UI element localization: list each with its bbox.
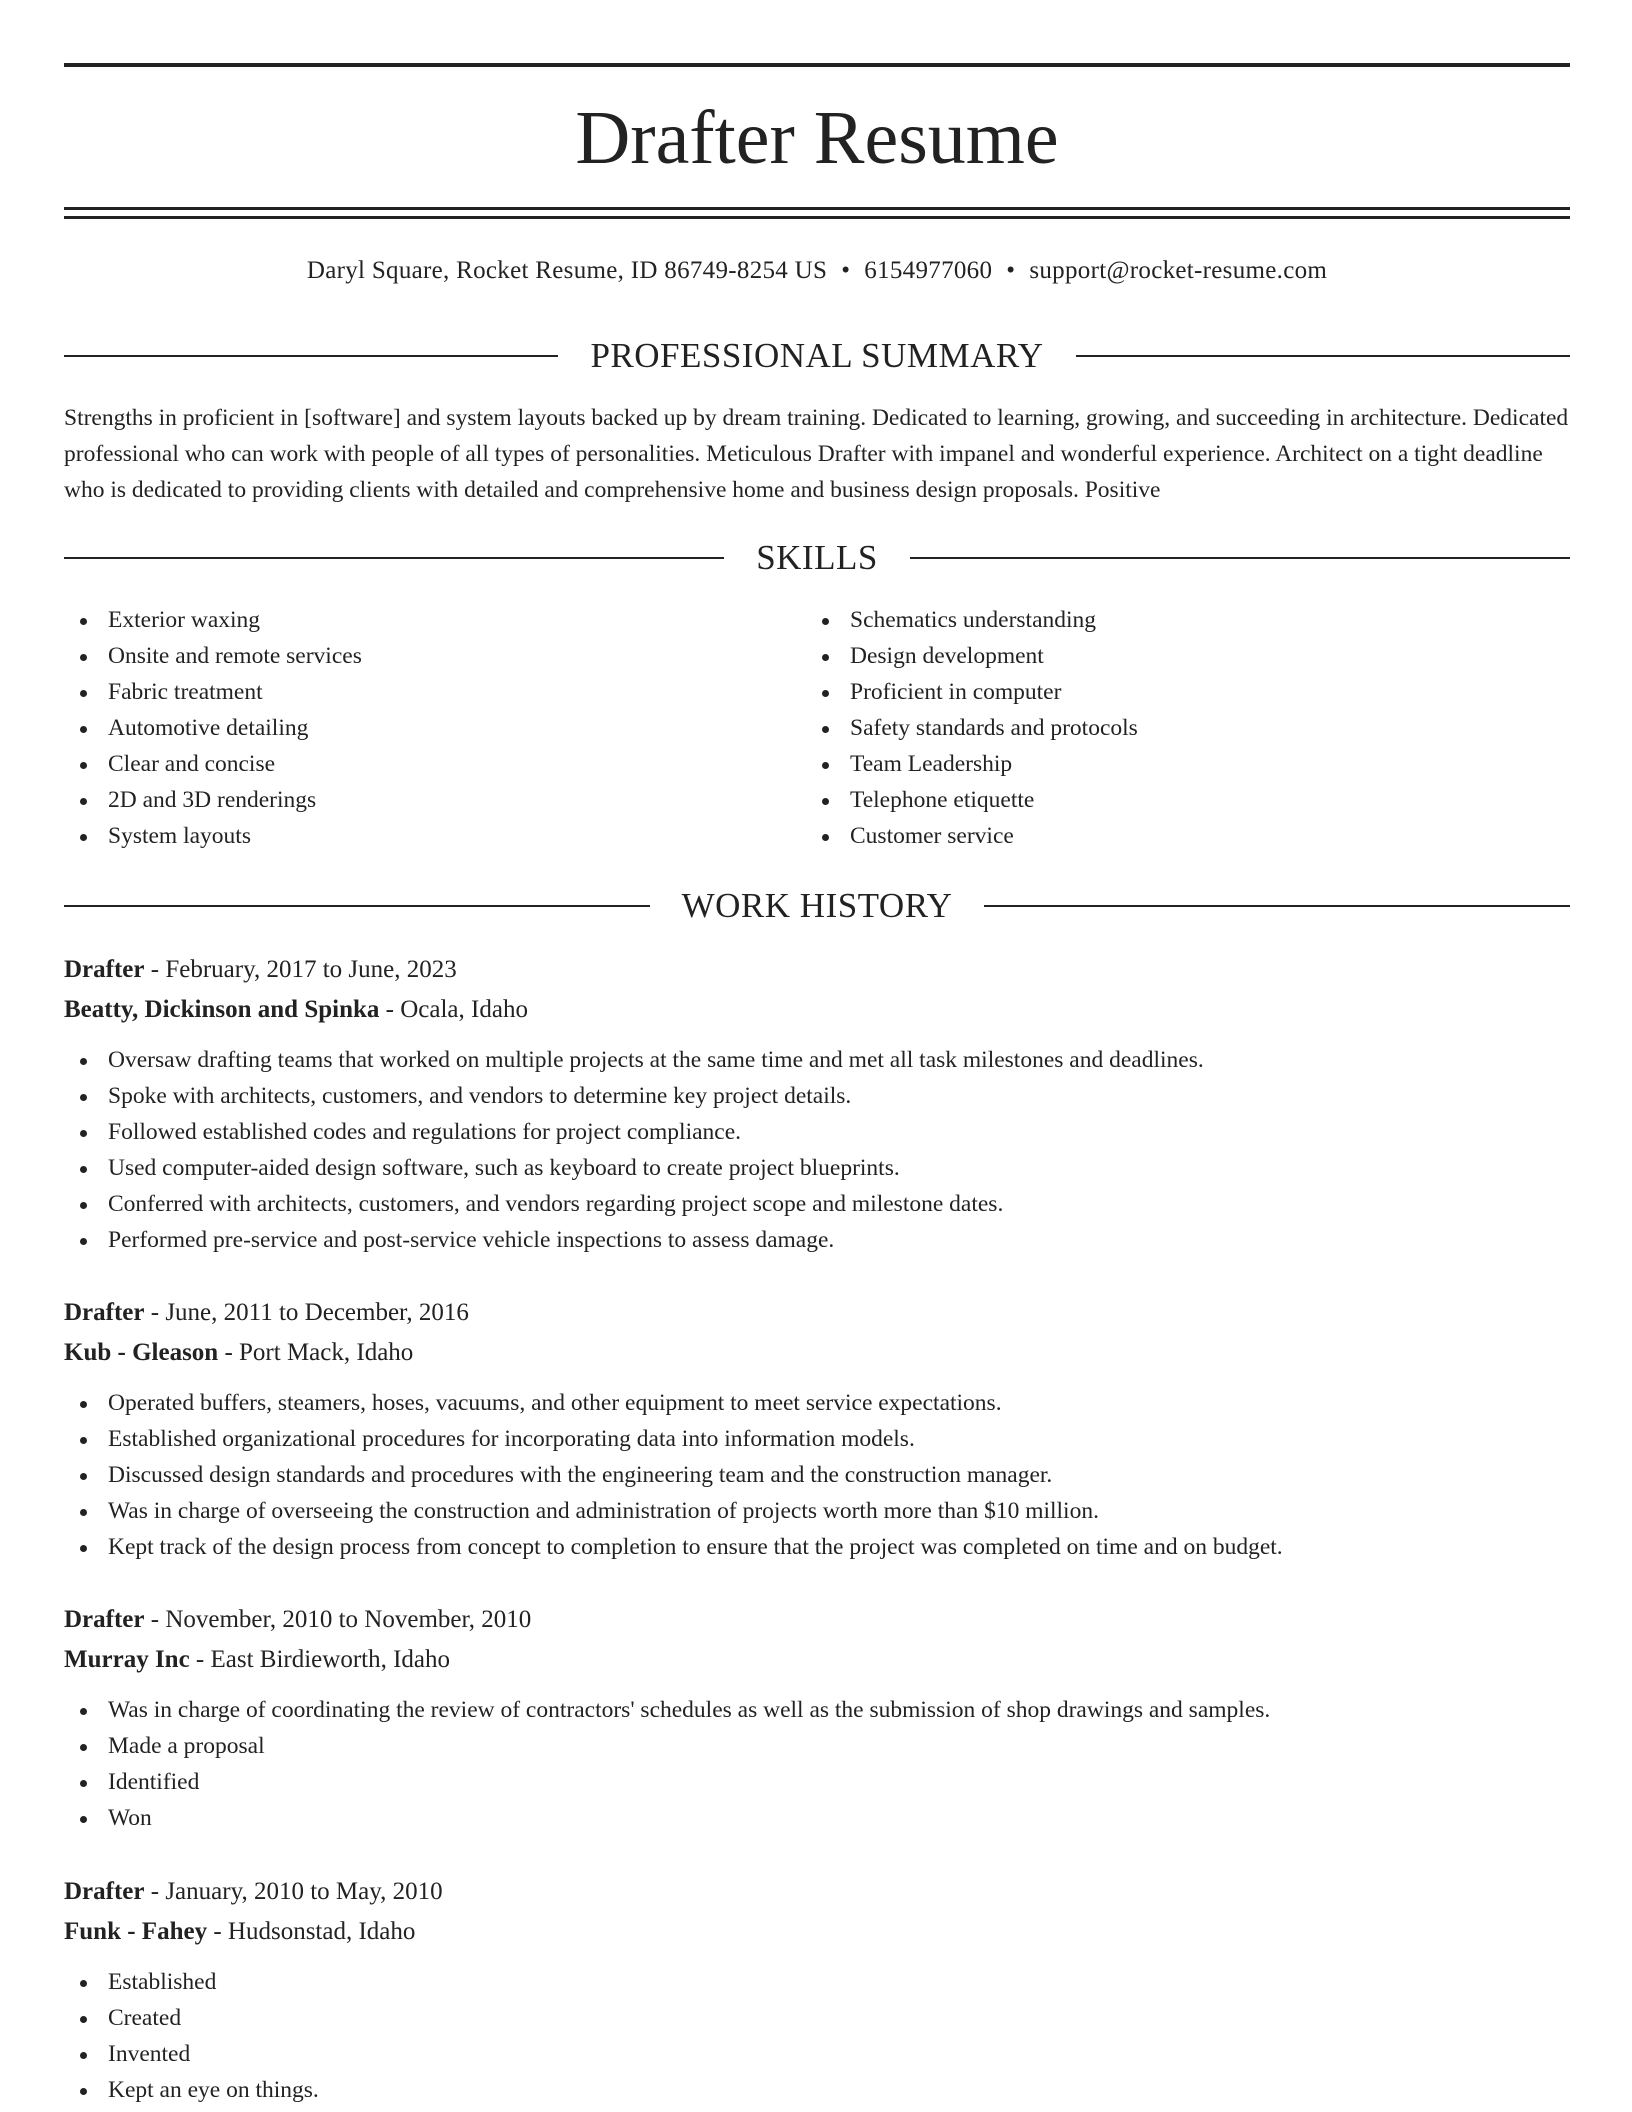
heading-rule-left: [64, 355, 558, 357]
job-dates: - January, 2010 to May, 2010: [144, 1878, 443, 1905]
skill-item: 2D and 3D renderings: [64, 782, 804, 818]
job-location: - Hudsonstad, Idaho: [207, 1918, 416, 1945]
contact-separator: •: [1006, 257, 1016, 284]
skill-item: Customer service: [806, 818, 1566, 854]
job-company: Murray Inc: [64, 1646, 190, 1673]
job-entry: [64, 950, 1570, 1258]
job-location: - East Birdieworth, Idaho: [189, 1646, 451, 1673]
job-entry: [64, 1872, 1570, 2108]
job-dates: - February, 2017 to June, 2023: [144, 956, 457, 983]
skill-item: Proficient in computer: [806, 674, 1566, 710]
skill-item: Safety standards and protocols: [806, 710, 1566, 746]
summary-text: Strengths in proficient in [software] and system layouts backed up by dream training. Dedicated to learning, growing, and succeeding in architecture. Dedicated professional who can work with people of all types of personalities. Meticulous Drafter with impanel and wonderful experience. Architect on a tight deadline who is dedicated to providing clients with detailed and comprehensive home and business design proposals. Positive: [64, 405, 1569, 503]
job-title-line: [64, 1600, 1570, 1640]
skills-right-column: [806, 602, 1566, 854]
job-bullet: Made a proposal: [64, 1728, 1570, 1764]
job-bullets: [64, 1042, 1570, 1258]
skill-item: Telephone etiquette: [806, 782, 1566, 818]
job-bullet: Operated buffers, steamers, hoses, vacuums, and other equipment to meet service expectations.: [64, 1385, 1570, 1421]
skill-item: Onsite and remote services: [64, 638, 804, 674]
job-title-line: [64, 1293, 1570, 1333]
job-title: Drafter: [64, 1878, 145, 1905]
skill-item: Clear and concise: [64, 746, 804, 782]
job-bullet: Followed established codes and regulations for project compliance.: [64, 1114, 1570, 1150]
summary-heading: [64, 336, 1570, 376]
job-bullet: Conferred with architects, customers, and vendors regarding project scope and milestone dates.: [64, 1186, 1570, 1222]
heading-rule-right: [910, 557, 1570, 559]
job-title: Drafter: [64, 1299, 145, 1326]
job-bullets: [64, 1692, 1570, 1836]
job-bullet: Invented: [64, 2036, 1570, 2072]
work-heading: [64, 886, 1570, 926]
summary-heading-label: PROFESSIONAL SUMMARY: [590, 336, 1044, 375]
heading-rule-left: [64, 905, 650, 907]
skills-left-column: [64, 602, 804, 854]
job-company-line: [64, 1333, 1570, 1373]
title-bottom-rule-second: [64, 216, 1570, 219]
job-company: Funk - Fahey: [64, 1918, 208, 1945]
job-title-line: [64, 1872, 1570, 1912]
heading-rule-right: [1076, 355, 1570, 357]
job-bullets: [64, 1385, 1570, 1565]
job-bullet: Discussed design standards and procedures with the engineering team and the construction manager.: [64, 1457, 1570, 1493]
skill-item: Design development: [806, 638, 1566, 674]
job-location: - Port Mack, Idaho: [218, 1339, 414, 1366]
job-entry: [64, 1600, 1570, 1836]
job-bullet: Established organizational procedures for incorporating data into information models.: [64, 1421, 1570, 1457]
heading-rule-right: [984, 905, 1570, 907]
job-dates: - November, 2010 to November, 2010: [144, 1606, 532, 1633]
job-title: Drafter: [64, 956, 145, 983]
job-company: Kub - Gleason: [64, 1339, 219, 1366]
title-top-rule: [64, 63, 1570, 67]
skill-item: Automotive detailing: [64, 710, 804, 746]
work-heading-label: WORK HISTORY: [681, 886, 953, 925]
contact-separator: •: [841, 257, 851, 284]
skill-item: Schematics understanding: [806, 602, 1566, 638]
skills-heading: [64, 538, 1570, 578]
job-bullet: Spoke with architects, customers, and vendors to determine key project details.: [64, 1078, 1570, 1114]
job-bullet: Was in charge of overseeing the construction and administration of projects worth more than $10 million.: [64, 1493, 1570, 1529]
contact-phone: 6154977060: [864, 257, 993, 284]
job-bullet: Kept an eye on things.: [64, 2072, 1570, 2108]
job-bullet: Was in charge of coordinating the review of contractors' schedules as well as the submission of shop drawings and samples.: [64, 1692, 1570, 1728]
title-bottom-rule: [64, 207, 1570, 210]
job-bullet: Established: [64, 1964, 1570, 2000]
job-entry: [64, 1293, 1570, 1565]
job-location: - Ocala, Idaho: [379, 996, 528, 1023]
skill-item: Fabric treatment: [64, 674, 804, 710]
job-title-line: [64, 950, 1570, 990]
job-bullet: Created: [64, 2000, 1570, 2036]
job-bullet: Performed pre-service and post-service vehicle inspections to assess damage.: [64, 1222, 1570, 1258]
job-company: Beatty, Dickinson and Spinka: [64, 996, 380, 1023]
skill-item: Exterior waxing: [64, 602, 804, 638]
job-title: Drafter: [64, 1606, 145, 1633]
heading-rule-left: [64, 557, 724, 559]
skill-item: Team Leadership: [806, 746, 1566, 782]
contact-email: support@rocket-resume.com: [1029, 257, 1328, 284]
job-bullets: [64, 1964, 1570, 2108]
contact-address: Daryl Square, Rocket Resume, ID 86749-8254 US: [306, 257, 828, 284]
resume-title: Drafter Resume: [575, 96, 1059, 180]
job-bullet: Identified: [64, 1764, 1570, 1800]
job-bullet: Used computer-aided design software, such as keyboard to create project blueprints.: [64, 1150, 1570, 1186]
job-company-line: [64, 990, 1570, 1030]
job-dates: - June, 2011 to December, 2016: [144, 1299, 469, 1326]
contact-line: [64, 254, 1570, 288]
skill-item: System layouts: [64, 818, 804, 854]
job-company-line: [64, 1640, 1570, 1680]
job-bullet: Kept track of the design process from concept to completion to ensure that the project was completed on time and on budget.: [64, 1529, 1570, 1565]
skills-heading-label: SKILLS: [756, 538, 878, 577]
job-company-line: [64, 1912, 1570, 1952]
job-bullet: Oversaw drafting teams that worked on multiple projects at the same time and met all task milestones and deadlines.: [64, 1042, 1570, 1078]
job-bullet: Won: [64, 1800, 1570, 1836]
